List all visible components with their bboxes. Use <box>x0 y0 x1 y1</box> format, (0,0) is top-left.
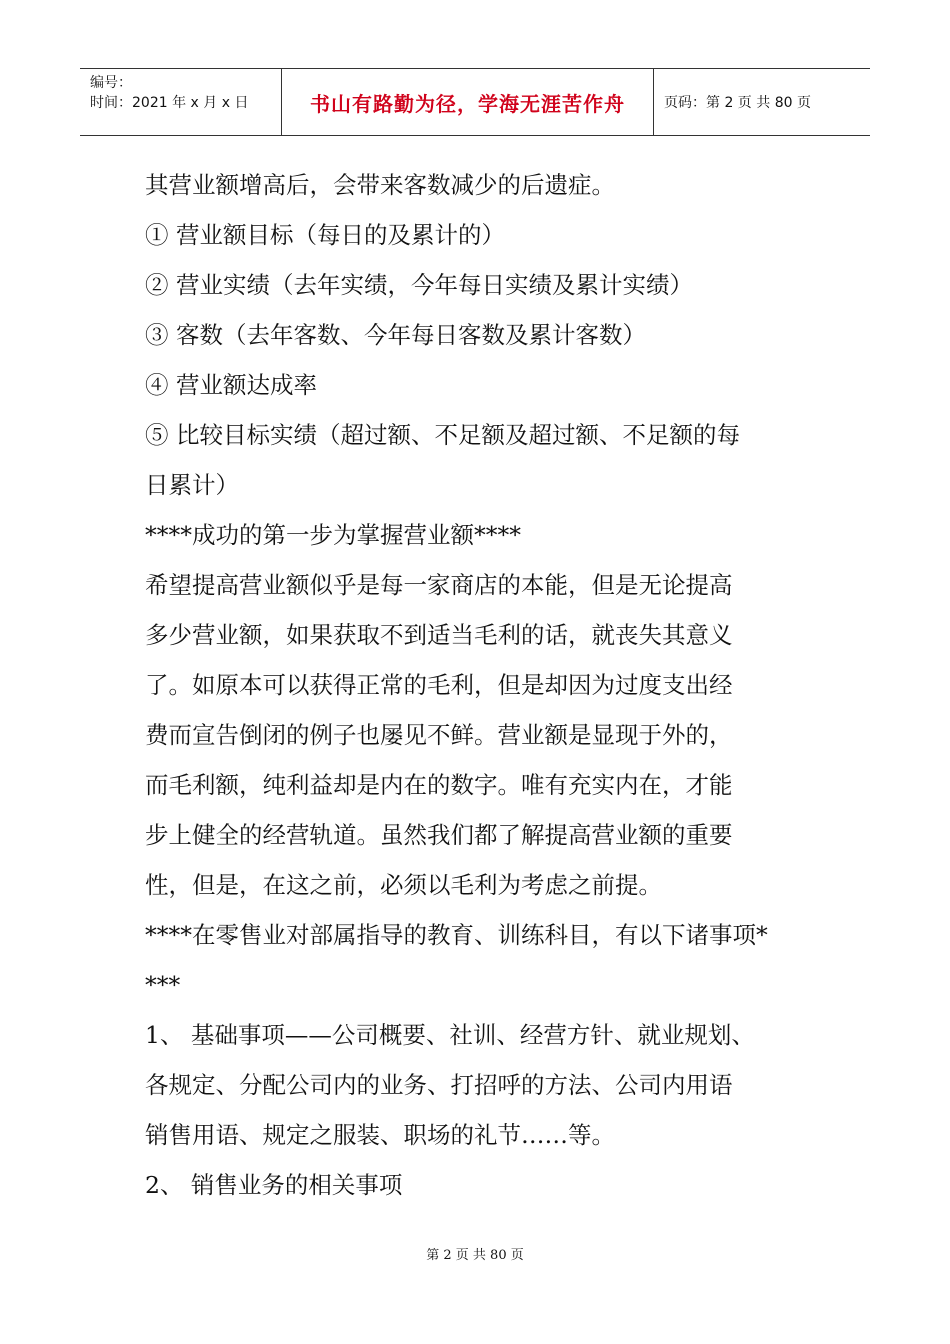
header-left-cell <box>80 69 282 135</box>
body-line: 而毛利额，纯利益却是内在的数字。唯有充实内在，才能 <box>145 771 733 799</box>
body-line: ④ 营业额达成率 <box>145 371 317 399</box>
body-line: 1、 基础事项——公司概要、社训、经营方针、就业规划、 <box>145 1021 755 1049</box>
header-page-info: 页码：第 2 页 共 80 页 <box>664 95 811 111</box>
body-line: *** <box>145 971 181 999</box>
body-line: 多少营业额，如果获取不到适当毛利的话，就丧失其意义 <box>145 621 733 649</box>
header-motto: 书山有路勤为径，学海无涯苦作舟 <box>310 91 625 116</box>
body-line: 销售用语、规定之服装、职场的礼节……等。 <box>145 1121 615 1149</box>
body-line: ****成功的第一步为掌握营业额**** <box>145 521 521 549</box>
page-footer <box>0 1244 950 1263</box>
header-table <box>80 68 870 136</box>
body-line: 了。如原本可以获得正常的毛利，但是却因为过度支出经 <box>145 671 733 699</box>
body-line: 2、 销售业务的相关事项 <box>145 1171 403 1199</box>
body-line: 各规定、分配公司内的业务、打招呼的方法、公司内用语 <box>145 1071 733 1099</box>
header-middle-cell <box>282 69 654 135</box>
document-body <box>145 160 835 1210</box>
body-line: 日累计） <box>145 471 239 499</box>
document-time-label: 时间：2021 年 x 月 x 日 <box>90 95 249 111</box>
footer-page-number: 第 2 页 共 80 页 <box>426 1248 524 1263</box>
document-number-label: 编号： <box>90 75 132 91</box>
header-right-cell <box>654 69 870 135</box>
body-line: ⑤ 比较目标实绩（超过额、不足额及超过额、不足额的每 <box>145 421 740 449</box>
body-line: ****在零售业对部属指导的教育、训练科目，有以下诸事项* <box>145 921 768 949</box>
body-line: ① 营业额目标（每日的及累计的） <box>145 221 505 249</box>
body-line: 其营业额增高后，会带来客数减少的后遗症。 <box>145 171 615 199</box>
body-line: ③ 客数（去年客数、今年每日客数及累计客数） <box>145 321 646 349</box>
body-line: 费而宣告倒闭的例子也屡见不鲜。营业额是显现于外的， <box>145 721 733 749</box>
body-line: 希望提高营业额似乎是每一家商店的本能，但是无论提高 <box>145 571 733 599</box>
body-line: 步上健全的经营轨道。虽然我们都了解提高营业额的重要 <box>145 821 733 849</box>
body-line: 性，但是，在这之前，必须以毛利为考虑之前提。 <box>145 871 662 899</box>
body-line: ② 营业实绩（去年实绩，今年每日实绩及累计实绩） <box>145 271 693 299</box>
